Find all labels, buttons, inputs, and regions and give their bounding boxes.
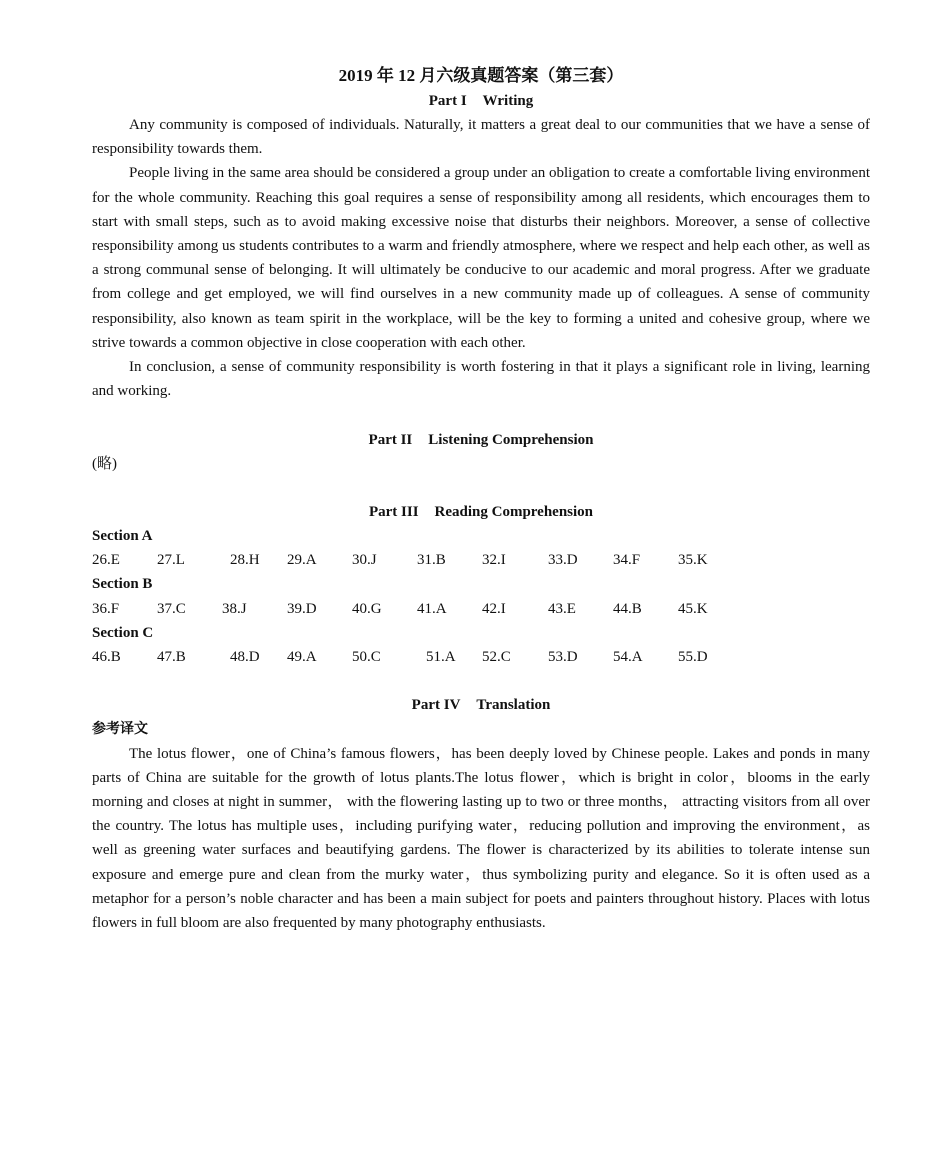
writing-paragraph-1: Any community is composed of individuals. Naturally, it matters a great deal to our communities that we have a sense of responsibility towards them.	[92, 117, 870, 158]
answer-53: 53.D	[548, 649, 578, 665]
section-a-answers	[92, 548, 870, 572]
part2-label: Part II	[368, 431, 413, 448]
answer-46: 46.B	[92, 649, 121, 665]
answer-28: 28.H	[230, 552, 260, 569]
answer-54: 54.A	[613, 649, 643, 665]
part1-label: Part I	[428, 93, 467, 109]
answer-33: 33.D	[548, 552, 578, 569]
answer-35: 35.K	[678, 552, 708, 569]
part1-name: Writing	[482, 93, 534, 109]
answer-50: 50.C	[352, 649, 381, 665]
answer-document	[92, 63, 870, 935]
part2-heading	[92, 428, 870, 452]
section-b-answers	[92, 597, 870, 621]
part4-name: Translation	[476, 697, 551, 714]
part1-heading	[92, 89, 870, 113]
answer-42: 42.I	[482, 600, 506, 617]
answer-29: 29.A	[287, 552, 317, 569]
section-b-label: Section B	[92, 576, 153, 593]
part3-heading	[92, 500, 870, 524]
answer-52: 52.C	[482, 649, 511, 665]
answer-43: 43.E	[548, 600, 576, 617]
answer-55: 55.D	[678, 649, 708, 665]
answer-39: 39.D	[287, 600, 317, 617]
answer-51: 51.A	[426, 649, 456, 665]
answer-47: 47.B	[157, 649, 186, 665]
section-c-label: Section C	[92, 624, 154, 641]
section-a-label: Section A	[92, 528, 153, 545]
writing-paragraph-2: People living in the same area should be considered a group under an obligation to create a comfortable living environment for the whole community. Reaching this goal requires a sense of responsibility among all residents, which encourages them to start with small steps, such as to avoid making excessive noise that disturbs their neighbors. Moreover, a sense of collective responsibility among us students contributes to a warm and friendly atmosphere, where we respect and help each other, as well as a strong communal sense of belonging. It will ultimately be conducive to our academic and moral progress. After we graduate from college and get employed, we will find ourselves in a new community made up of colleagues. A sense of community responsibility, also known as team spirit in the workplace, will be the key to forming a united and cohesive group, where we strive towards a common objective in close cooperation with each other.	[92, 165, 870, 351]
part3-name: Reading Comprehension	[434, 504, 594, 521]
answer-27: 27.L	[157, 552, 185, 569]
answer-36: 36.F	[92, 600, 120, 617]
answer-38: 38.J	[222, 600, 247, 617]
part4-label: Part IV	[411, 697, 461, 714]
answer-41: 41.A	[417, 600, 447, 617]
listening-note: (略)	[92, 455, 117, 472]
answer-31: 31.B	[417, 552, 446, 569]
answer-26: 26.E	[92, 552, 120, 569]
part3-label: Part III	[368, 504, 419, 521]
answer-30: 30.J	[352, 552, 377, 569]
part2-name: Listening Comprehension	[428, 431, 594, 448]
reference-translation-label: 参考译文	[92, 721, 148, 738]
writing-paragraph-3: In conclusion, a sense of community responsibility is worth fostering in that it plays a significant role in living, learning and working.	[92, 359, 870, 400]
answer-34: 34.F	[613, 552, 641, 569]
answer-40: 40.G	[352, 600, 382, 617]
translation-paragraph: The lotus flower，one of China’s famous flowers，has been deeply loved by Chinese people. Lakes and ponds in many parts of China are suitable for the growth of lotus plants.The lotus flower，which is bright in color，blooms in the early morning and closes at night in summer， with the flowering lasting up to two or three months， attracting visitors from all over the country. The lotus has multiple uses，including purifying water，reducing pollution and improving the environment，as well as greening water surfaces and beautifying gardens. The flower is characterized by its abilities to tolerate intense sun exposure and emerge pure and clean from the murky water，thus symbolizing purity and elegance. So it is often used as a metaphor for a person’s noble character and has been a main subject for poets and painters throughout history. Places with lotus flowers in full bloom are also frequented by many photography enthusiasts.	[92, 745, 870, 931]
answer-45: 45.K	[678, 600, 708, 617]
page-title: 2019 年 12 月六级真题答案（第三套）	[338, 66, 624, 85]
section-c-answers	[92, 645, 870, 669]
part4-heading	[92, 693, 870, 717]
answer-48: 48.D	[230, 649, 260, 665]
answer-32: 32.I	[482, 552, 506, 569]
answer-37: 37.C	[157, 600, 186, 617]
answer-44: 44.B	[613, 600, 642, 617]
answer-49: 49.A	[287, 649, 317, 665]
